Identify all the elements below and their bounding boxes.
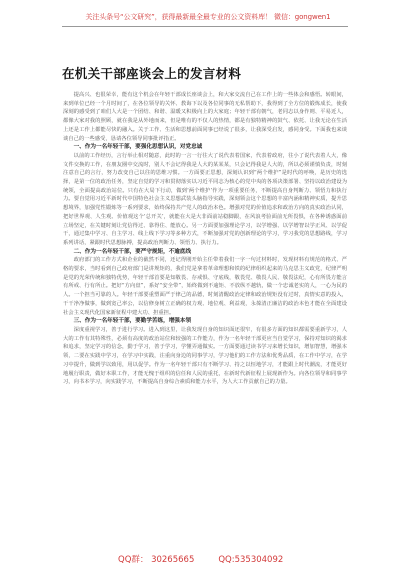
- body-paragraph: 深度重视学习，善于进行学习。进入到这里，让我发现自身的知识面还很窄，有很多方面的知识都需要重新学习，人大的工作有其特殊性，必须有高度的政治站位和较强的工作能力，作为一名年轻干部更应当自觉学习，保持对知识的渴求和追求，坚定学习的信念，勤于学习，善于学习，学懂弄通做实。一方面要通过读书学习来增长知识，增加智慧，增强本领，二要在实践中学习，在学习中实践，注重向身边的同事学习，学习他们的工作方法和优秀品质，在工作中学习，在学习中提升，做到学以致用，用以促学。作为一名年轻干部只有不断学习、持之以恒地学习，才能跟上时代潮流，才能更好地履行职责，做好本职工作，才能无愧于组织的信任和人民的重托，在新时代新征程上展现新作为。向各位领导和同事学习，向书本学习，向实践学习，不断提高自身综合素质和能力水平，为人大工作贡献自己的力量。: [63, 326, 347, 386]
- section-heading: 二、作为一名年轻干部，要严守规矩，不逾底线: [73, 248, 192, 255]
- header-divider: [62, 26, 348, 27]
- body-paragraph: 提高兴、也很荣幸，能有这个机会在年轻干部成长座谈会上，和大家交流自己在工作上的一些体会和感悟。转眼间，来到单位已经一个月时间了，在各位领导的关怀、教诲下以及各位同事的无私帮助下，我得到了全方位的锻炼成长，使我深刻的感受到了咱们人大是一个团结、和谐、温暖又积极向上的大家庭；年轻干部有朝气，老同志以身作则、平易近人，都像大家对我的照顾，就在我是从外地而来，但是唯有的不仅人的热情，都是有独特精神的鼓气、依托、让我无论在生活上还是工作上都能尽快的融入。关于工作、生活和思想前面同事已经说了很多，让我深受启发，感同身受。下面我也来谈谈自己的一些感受，恳请各位领导同事批评指正。: [63, 92, 347, 142]
- footer-contact: [118, 554, 308, 566]
- body-paragraph: 政府部门的工作方式和企业的截然不同，还记得刚开始主任带着我们一字一句过材料时，发现材料有规范的格式、严格的要求，当时看到自己政府部门是讲规矩的，我们党是拿着革命理想和铁的纪律组织起来的马克思主义政党，纪律严明是党的光荣传统和独特优势，年轻干部首要是知敬畏、存戒惧、守底线，敬畏党、敬畏人民、敬畏法纪，心有所畏方能言有所戒、行有所止。把好“方向盘”，系好“安全带”，始终做到不逾矩、不放纵不越轨，做一个忠诚老实的人，一心为民的人。一个担当可靠的人。年轻干部要重塑面严于律己的品德，时刻清醒政治定律和政治规矩没有过时，真情实意的投入，干干净净做事，做到宽己率公，以信修身树立正确的权力观、地位观、利益观，永葆清正廉洁的政治本色才能在全面建设社会主义现代化国家新征程中建大功、担重担。: [63, 257, 347, 316]
- footer-qq-group: QQ群： 30265665: [118, 555, 195, 565]
- section-heading: 一、作为一名年轻干部，要强化思想认识，对党忠诚: [73, 144, 203, 151]
- header-banner: 关注头条号“公文研究”，获得最新最全最专业的公文资料库！ 微信：gongwen1: [85, 13, 331, 21]
- body-paragraph: 以前的工作经历，言行举止相对随意，此时的一言一行往大了说代表着国家，代表着政府，往小了说代表着人大，像文件交换的工作，在朋友圈中交流时，别人不会记得我是人大的某某某，只会记得我是人大的，所以必须谨慎负责，时刻注意自己的言行，努力改变自己以往的思维习惯。一方面要正思想，深刻认识到“两个维护”是时代的呼唤，是历史的选择，是第一位的政治任务，坚定自觉的学习和贯彻落实以习近平同志为核心的党中央的各项决策部署、坚持以政治建设为统领，全面提高政治站位。只有在大局下行动，做到‘两个维护’作为一项重要任务，不断提高自身判断力、领悟力和执行力。要自觉用习近平新时代中国特色社会主义思想武装头脑指导实践，深刻领会这个思想的丰富内涵和精神实质，提升思想境界，加强党性锻炼等一系列要求，始终保持共产党人的政治本色。增强对党的价值追求和政治方向的真实政治认同，把好世界观、人生观、价值观这个‘总开关’，就能在大是大非面前站稳脚跟，在风浪考验面前无所畏惧，在各种诱惑面前立场坚定，在关键时刻让党信得过、靠得住、能放心。另一方面要加强理论学习，以学增强、以学增智以学正风、以学促干，通过集中学习、自主学习、线上线下学习等多种方式，不断加强对党的创新理论的学习，学习我党的思想路线，学习系列讲话，紧跟时代思想脉搏，提高政治判断力、领悟力、执行力。: [63, 152, 347, 246]
- section-heading: 三、作为一名年轻干部，要勤学苦练，增强本领: [73, 318, 192, 325]
- footer-qq-number: QQ:535304092: [218, 555, 284, 565]
- document-body: [63, 91, 347, 546]
- document-title: 在机关干部座谈会上的发言材料: [62, 66, 242, 81]
